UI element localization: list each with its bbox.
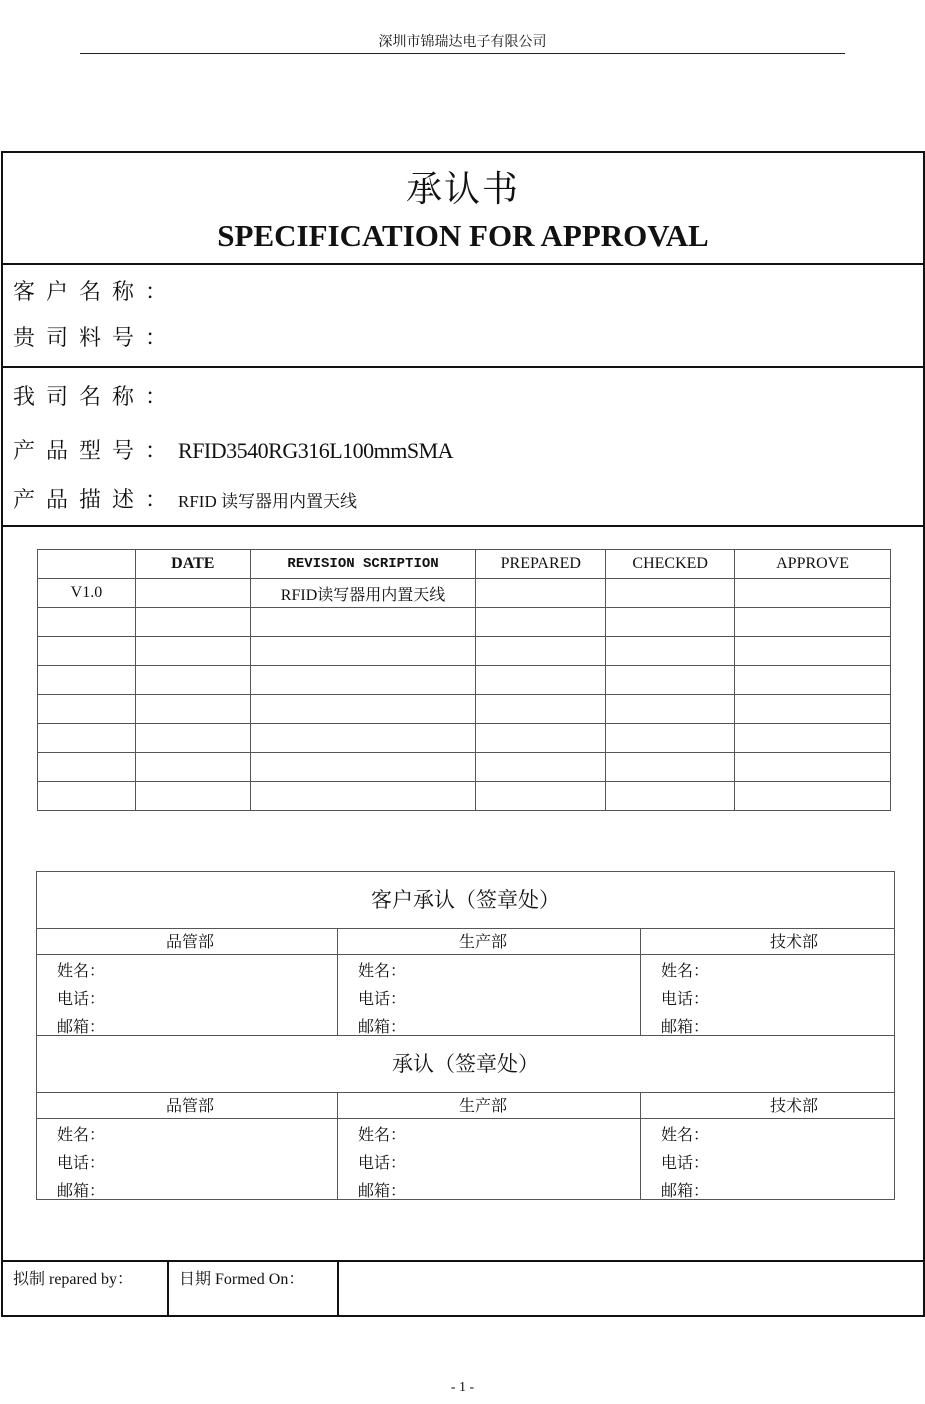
- revision-cell: [735, 753, 891, 782]
- dept-technical: 技术部: [770, 932, 819, 951]
- revision-header-cell: CHECKED: [606, 550, 735, 579]
- revision-header-row: [38, 550, 891, 579]
- revision-cell: [735, 579, 891, 608]
- dept-quality: 品管部: [37, 1093, 338, 1118]
- revision-row: [38, 782, 891, 811]
- our-name-label: 我司名称：: [13, 385, 179, 410]
- revision-cell: [606, 637, 735, 666]
- revision-cell: [38, 637, 136, 666]
- phone-label: 电话：: [57, 989, 106, 1008]
- phone-label: 电话：: [358, 1153, 407, 1172]
- email-label: 邮箱：: [57, 1181, 106, 1200]
- name-label: 姓名：: [661, 1125, 710, 1144]
- title-en: SPECIFICATION FOR APPROVAL: [217, 218, 709, 253]
- revision-cell: [476, 724, 606, 753]
- model-value: RFID3540RG316L100mmSMA: [178, 438, 454, 463]
- revision-cell: [606, 608, 735, 637]
- revision-cell: [250, 637, 476, 666]
- revision-cell: [250, 782, 476, 811]
- revision-cell: [606, 782, 735, 811]
- revision-cell: [250, 724, 476, 753]
- customer-approval-block: [36, 871, 895, 1036]
- revision-cell: [735, 724, 891, 753]
- revision-cell: [38, 608, 136, 637]
- revision-header-cell: DATE: [135, 550, 250, 579]
- dept-quality: 品管部: [37, 929, 338, 954]
- revision-cell: [135, 782, 250, 811]
- phone-label: 电话：: [358, 989, 407, 1008]
- revision-header-cell: APPROVE: [735, 550, 891, 579]
- revision-cell: [606, 666, 735, 695]
- revision-cell: [606, 724, 735, 753]
- revision-cell: [250, 695, 476, 724]
- prepared-by-label: 拟制 repared by：: [3, 1262, 169, 1317]
- name-label: 姓名：: [57, 1125, 106, 1144]
- revision-row: [38, 637, 891, 666]
- revision-table: [37, 549, 891, 811]
- revision-cell: [250, 753, 476, 782]
- approval-title: 承认（签章处）: [37, 1035, 894, 1093]
- email-label: 邮箱：: [661, 1181, 710, 1200]
- phone-label: 电话：: [661, 1153, 710, 1172]
- title-section: [3, 153, 923, 265]
- revision-cell: [38, 753, 136, 782]
- revision-row: [38, 608, 891, 637]
- revision-row: [38, 753, 891, 782]
- revision-cell: [606, 579, 735, 608]
- dept-production: 生产部: [338, 1093, 641, 1118]
- revision-cell: [735, 695, 891, 724]
- email-label: 邮箱：: [57, 1017, 106, 1036]
- revision-cell: [476, 579, 606, 608]
- approval-contact-row: [37, 1119, 894, 1199]
- phone-label: 电话：: [661, 989, 710, 1008]
- client-part-label: 贵司料号：: [13, 326, 179, 351]
- revision-row: [38, 724, 891, 753]
- approval-dept-row: [37, 1093, 894, 1119]
- revision-cell: [38, 782, 136, 811]
- revision-cell: [135, 579, 250, 608]
- revision-cell: [735, 666, 891, 695]
- revision-row: [38, 666, 891, 695]
- dept-technical: 技术部: [770, 1096, 819, 1115]
- customer-contact-row: [37, 955, 894, 1035]
- contact-col: [338, 955, 641, 1035]
- revision-cell: [735, 608, 891, 637]
- client-part-field: [13, 321, 178, 352]
- phone-label: 电话：: [57, 1153, 106, 1172]
- approval-block: [36, 1035, 895, 1200]
- name-label: 姓名：: [358, 1125, 407, 1144]
- revision-cell: [135, 695, 250, 724]
- revision-cell: [735, 782, 891, 811]
- contact-col: [641, 1119, 892, 1199]
- signoff-blank: [339, 1262, 923, 1317]
- page-number: - 1 -: [450, 1380, 475, 1395]
- revision-cell: V1.0: [38, 579, 136, 608]
- revision-cell: [606, 695, 735, 724]
- client-name-field: [13, 275, 178, 306]
- revision-cell: [135, 666, 250, 695]
- email-label: 邮箱：: [661, 1017, 710, 1036]
- revision-cell: [38, 724, 136, 753]
- revision-cell: [606, 753, 735, 782]
- name-label: 姓名：: [661, 961, 710, 980]
- title-cn: 承认书: [405, 169, 520, 210]
- email-label: 邮箱：: [358, 1181, 407, 1200]
- name-label: 姓名：: [57, 961, 106, 980]
- revision-header-cell: PREPARED: [476, 550, 606, 579]
- contact-col: [37, 955, 338, 1035]
- contact-col: [37, 1119, 338, 1199]
- revision-cell: [135, 753, 250, 782]
- revision-cell: [38, 666, 136, 695]
- description-value: RFID 读写器用内置天线: [178, 492, 357, 511]
- spec-frame: [1, 151, 925, 1317]
- revision-row: [38, 695, 891, 724]
- revision-cell: [476, 608, 606, 637]
- client-name-label: 客户名称：: [13, 280, 179, 305]
- revision-header-cell: [38, 550, 136, 579]
- revision-cell: [476, 753, 606, 782]
- company-section: [3, 368, 923, 527]
- revision-row: [38, 579, 891, 608]
- revision-cell: [135, 608, 250, 637]
- customer-approval-title: 客户承认（签章处）: [37, 872, 894, 929]
- customer-dept-row: [37, 929, 894, 955]
- revision-cell: RFID读写器用内置天线: [250, 579, 476, 608]
- client-section: [3, 265, 923, 368]
- revision-cell: [38, 695, 136, 724]
- revision-cell: [476, 782, 606, 811]
- revision-cell: [476, 666, 606, 695]
- footer-signoff: [3, 1260, 923, 1317]
- contact-col: [338, 1119, 641, 1199]
- revision-cell: [735, 637, 891, 666]
- revision-cell: [135, 724, 250, 753]
- model-field: [13, 434, 453, 465]
- formed-on-label: 日期 Formed On：: [169, 1262, 339, 1317]
- revision-cell: [250, 666, 476, 695]
- header-rule: [80, 53, 845, 54]
- revision-cell: [135, 637, 250, 666]
- dept-production: 生产部: [338, 929, 641, 954]
- description-label: 产品描述：: [13, 488, 179, 513]
- our-name-field: [13, 380, 178, 411]
- page-header-company: 深圳市锦瑞达电子有限公司: [378, 34, 547, 50]
- name-label: 姓名：: [358, 961, 407, 980]
- email-label: 邮箱：: [358, 1017, 407, 1036]
- revision-cell: [476, 637, 606, 666]
- revision-cell: [250, 608, 476, 637]
- revision-header-cell: REVISION SCRIPTION: [250, 550, 476, 579]
- model-label: 产品型号：: [13, 439, 179, 464]
- revision-cell: [476, 695, 606, 724]
- contact-col: [641, 955, 892, 1035]
- description-field: [13, 483, 357, 514]
